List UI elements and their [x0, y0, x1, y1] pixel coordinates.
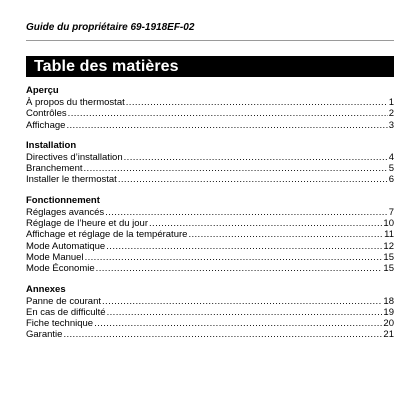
entry-label: À propos du thermostat: [26, 97, 125, 108]
toc-entry[interactable]: [26, 241, 394, 252]
dot-leader: [85, 252, 383, 263]
toc-entry[interactable]: [26, 296, 394, 307]
entry-label: Garantie: [26, 329, 63, 341]
entry-page-number: 6: [388, 174, 394, 186]
toc-title: Table des matières: [26, 56, 394, 77]
dot-leader: [102, 296, 382, 307]
toc-section-annexes: [26, 284, 394, 341]
entry-label: Branchement: [26, 163, 83, 175]
toc-section-apercu: [26, 85, 394, 131]
entry-page-number: 7: [388, 206, 394, 218]
dot-leader: [107, 307, 383, 318]
toc-entry[interactable]: [26, 252, 394, 263]
dot-leader: [149, 218, 382, 229]
dot-leader: [126, 97, 388, 108]
entry-page-number: 18: [383, 295, 394, 307]
toc-entry[interactable]: [26, 163, 394, 174]
entry-page-number: 3: [388, 119, 394, 131]
entry-page-number: 15: [383, 251, 394, 263]
dot-leader: [96, 263, 383, 274]
dot-leader: [94, 318, 382, 329]
dot-leader: [63, 329, 382, 340]
entry-label: Affichage: [26, 119, 66, 131]
dot-leader: [124, 152, 388, 163]
entry-label: Mode Manuel: [26, 251, 84, 263]
entry-page-number: 10: [383, 218, 394, 230]
entry-label: En cas de difficulté: [26, 306, 106, 318]
toc-entry[interactable]: [26, 263, 394, 274]
header-divider: [26, 40, 394, 41]
dot-leader: [84, 163, 388, 174]
entry-page-number: 12: [383, 240, 394, 252]
entry-label: Directives d’installation: [26, 151, 123, 163]
entry-label: Affichage et réglage de la température: [26, 229, 188, 241]
toc-entry[interactable]: [26, 207, 394, 218]
dot-leader: [118, 174, 388, 185]
dot-leader: [105, 207, 388, 218]
document-header: Guide du propriétaire 69-1918EF-02: [26, 22, 195, 33]
entry-label: Réglages avancés: [26, 206, 105, 218]
toc-entry[interactable]: [26, 318, 394, 329]
entry-page-number: 20: [383, 318, 394, 330]
dot-leader: [66, 120, 387, 131]
entry-page-number: 19: [383, 306, 394, 318]
entry-page-number: 15: [383, 263, 394, 275]
dot-leader: [106, 241, 382, 252]
toc-section-fonctionnement: [26, 195, 394, 275]
entry-page-number: 11: [384, 229, 394, 241]
entry-label: Installer le thermostat: [26, 174, 117, 186]
toc-entry[interactable]: [26, 120, 394, 131]
entry-label: Mode Économie: [26, 263, 95, 275]
toc-entry[interactable]: [26, 329, 394, 340]
entry-label: Fiche technique: [26, 318, 94, 330]
entry-page-number: 4: [388, 151, 394, 163]
entry-page-number: 2: [388, 108, 394, 120]
toc-entry[interactable]: [26, 97, 394, 108]
toc-entry[interactable]: [26, 108, 394, 119]
toc-entry[interactable]: [26, 229, 394, 240]
toc-entry[interactable]: [26, 152, 394, 163]
toc-entry[interactable]: [26, 174, 394, 185]
toc-entry[interactable]: [26, 307, 394, 318]
entry-label: Contrôles: [26, 108, 67, 120]
entry-page-number: 5: [388, 163, 394, 175]
entry-page-number: 21: [383, 329, 394, 341]
dot-leader: [188, 229, 383, 240]
toc-section-installation: [26, 140, 394, 186]
toc-entry[interactable]: [26, 218, 394, 229]
entry-page-number: 1: [388, 97, 394, 108]
table-of-contents: [26, 85, 394, 350]
entry-label: Panne de courant: [26, 295, 102, 307]
section-heading: Fonctionnement: [26, 194, 100, 206]
dot-leader: [68, 108, 388, 119]
section-heading: Installation: [26, 139, 77, 151]
entry-label: Mode Automatique: [26, 240, 106, 252]
entry-label: Réglage de l’heure et du jour: [26, 218, 149, 230]
section-heading: Annexes: [26, 283, 66, 295]
section-heading: Aperçu: [26, 85, 59, 96]
